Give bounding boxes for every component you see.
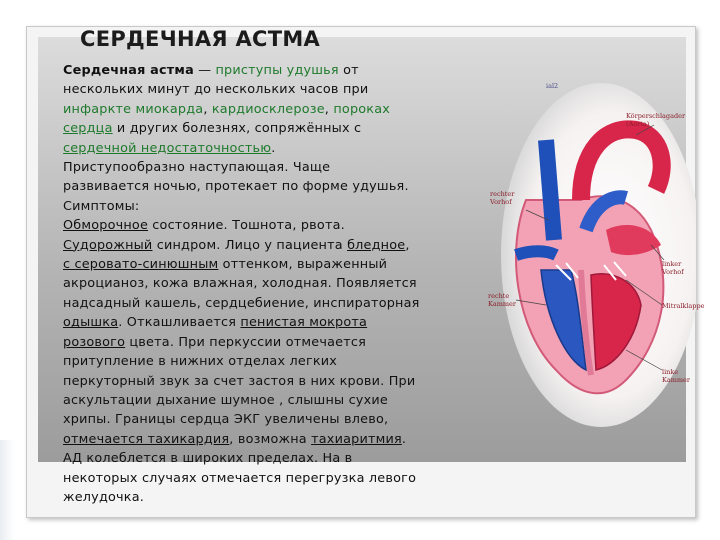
text-line-19: хрипы. Границы сердца ЭКГ увеличены влево,	[63, 412, 389, 428]
link-pale[interactable]: бледное	[347, 237, 406, 253]
label-right-atrium: rechter Vorhof	[490, 190, 515, 206]
text-line-16: притупление в нижних отделах легких	[63, 354, 338, 370]
text-fragment: оттенком, выраженный	[218, 257, 388, 273]
text-fragment: .	[271, 140, 276, 156]
vena-cava	[546, 140, 554, 240]
text-fragment: цвета. При перкуссии отмечается	[125, 334, 366, 350]
text-fragment: ,	[405, 237, 410, 253]
link-heart-defects-cont[interactable]: сердца	[63, 121, 113, 137]
text-fragment: синдром. Лицо у пациента	[152, 237, 348, 253]
link-heart-defects[interactable]: пороках	[333, 101, 391, 117]
text-fragment: , возможна	[229, 431, 312, 447]
text-fragment: . Откашливается	[118, 315, 241, 331]
label-aorta: Körperschlagader (Aorta)	[626, 112, 686, 128]
link-infarct[interactable]: инфаркте миокарда	[63, 101, 204, 117]
term-heading: Сердечная астма	[63, 63, 194, 78]
article-text	[63, 61, 503, 507]
text-fragment: и других болезнях, сопряжённых с	[112, 121, 362, 137]
text-line-17: перкуторный звук за счет застоя в них крови. При	[63, 373, 416, 389]
text-line-7: развивается ночью, протекает по форме удушья.	[63, 179, 409, 195]
dash: —	[193, 63, 216, 78]
text-line-9	[63, 216, 503, 235]
text-line-1	[63, 61, 503, 80]
text-line-3	[63, 100, 503, 119]
heart-diagram	[486, 80, 705, 435]
text-line-5	[63, 139, 503, 158]
link-tachyarrhythmia[interactable]: тахиаритмия	[311, 431, 402, 447]
text-line-20	[63, 430, 503, 449]
label-left-atrium: linker Vorhof	[662, 260, 684, 276]
text-line-10	[63, 236, 503, 255]
label-top-code: ial2	[546, 82, 559, 90]
label-mitral: Mitralklappe	[662, 302, 705, 310]
symptoms-heading: Симптомы:	[63, 198, 140, 214]
link-grey-cyanotic[interactable]: с серовато-синюшным	[63, 257, 219, 273]
text-fragment: ,	[203, 101, 212, 117]
text-line-23: желудочка.	[63, 489, 145, 505]
text-line-22: некоторых случаях отмечается перегрузка левого	[63, 470, 417, 486]
link-pink[interactable]: розового	[63, 334, 126, 350]
link-cardiosclerosis[interactable]: кардиосклерозе	[211, 101, 325, 117]
text-line-6: Приступообразно наступающая. Чаще	[63, 160, 331, 176]
text-line-13: надсадный кашель, сердцебиение, инспираторная	[63, 295, 420, 311]
text-line-21: АД колеблется в широких пределах. На в	[63, 451, 353, 467]
text-line-15	[63, 333, 503, 352]
text-line-2: нескольких минут до нескольких часов при	[63, 82, 369, 98]
link-convulsive[interactable]: Судорожный	[63, 237, 153, 253]
text-line-14	[63, 313, 503, 332]
text-line-4	[63, 119, 503, 138]
link-attacks[interactable]: приступы удушья	[215, 63, 339, 78]
link-dyspnea[interactable]: одышка	[63, 315, 119, 331]
text-fragment: .	[401, 431, 407, 447]
link-heart-failure[interactable]: сердечной недостаточностью	[63, 140, 272, 156]
text-fragment: ,	[324, 101, 334, 117]
link-tachycardia[interactable]: отмечается тахикардия	[63, 431, 230, 447]
link-faint[interactable]: Обморочное	[63, 218, 149, 234]
text-line-11	[63, 255, 503, 274]
text-fragment: состояние. Тошнота, рвота.	[148, 218, 345, 234]
text-line-12: акроцианоз, кожа влажная, холодная. Появляется	[63, 276, 417, 292]
slide-title: СЕРДЕЧНАЯ АСТМА	[80, 27, 321, 51]
inferior-vein	[516, 251, 556, 255]
text-fragment: от	[338, 63, 359, 78]
label-right-chamber: rechte Kammer	[488, 292, 517, 308]
text-line-18: аскультации дыхание шумное , слышны сухие	[63, 392, 388, 408]
left-edge-strip	[0, 440, 14, 540]
link-foamy-sputum[interactable]: пенистая мокрота	[240, 315, 368, 331]
label-left-chamber: linke Kammer	[662, 368, 691, 384]
